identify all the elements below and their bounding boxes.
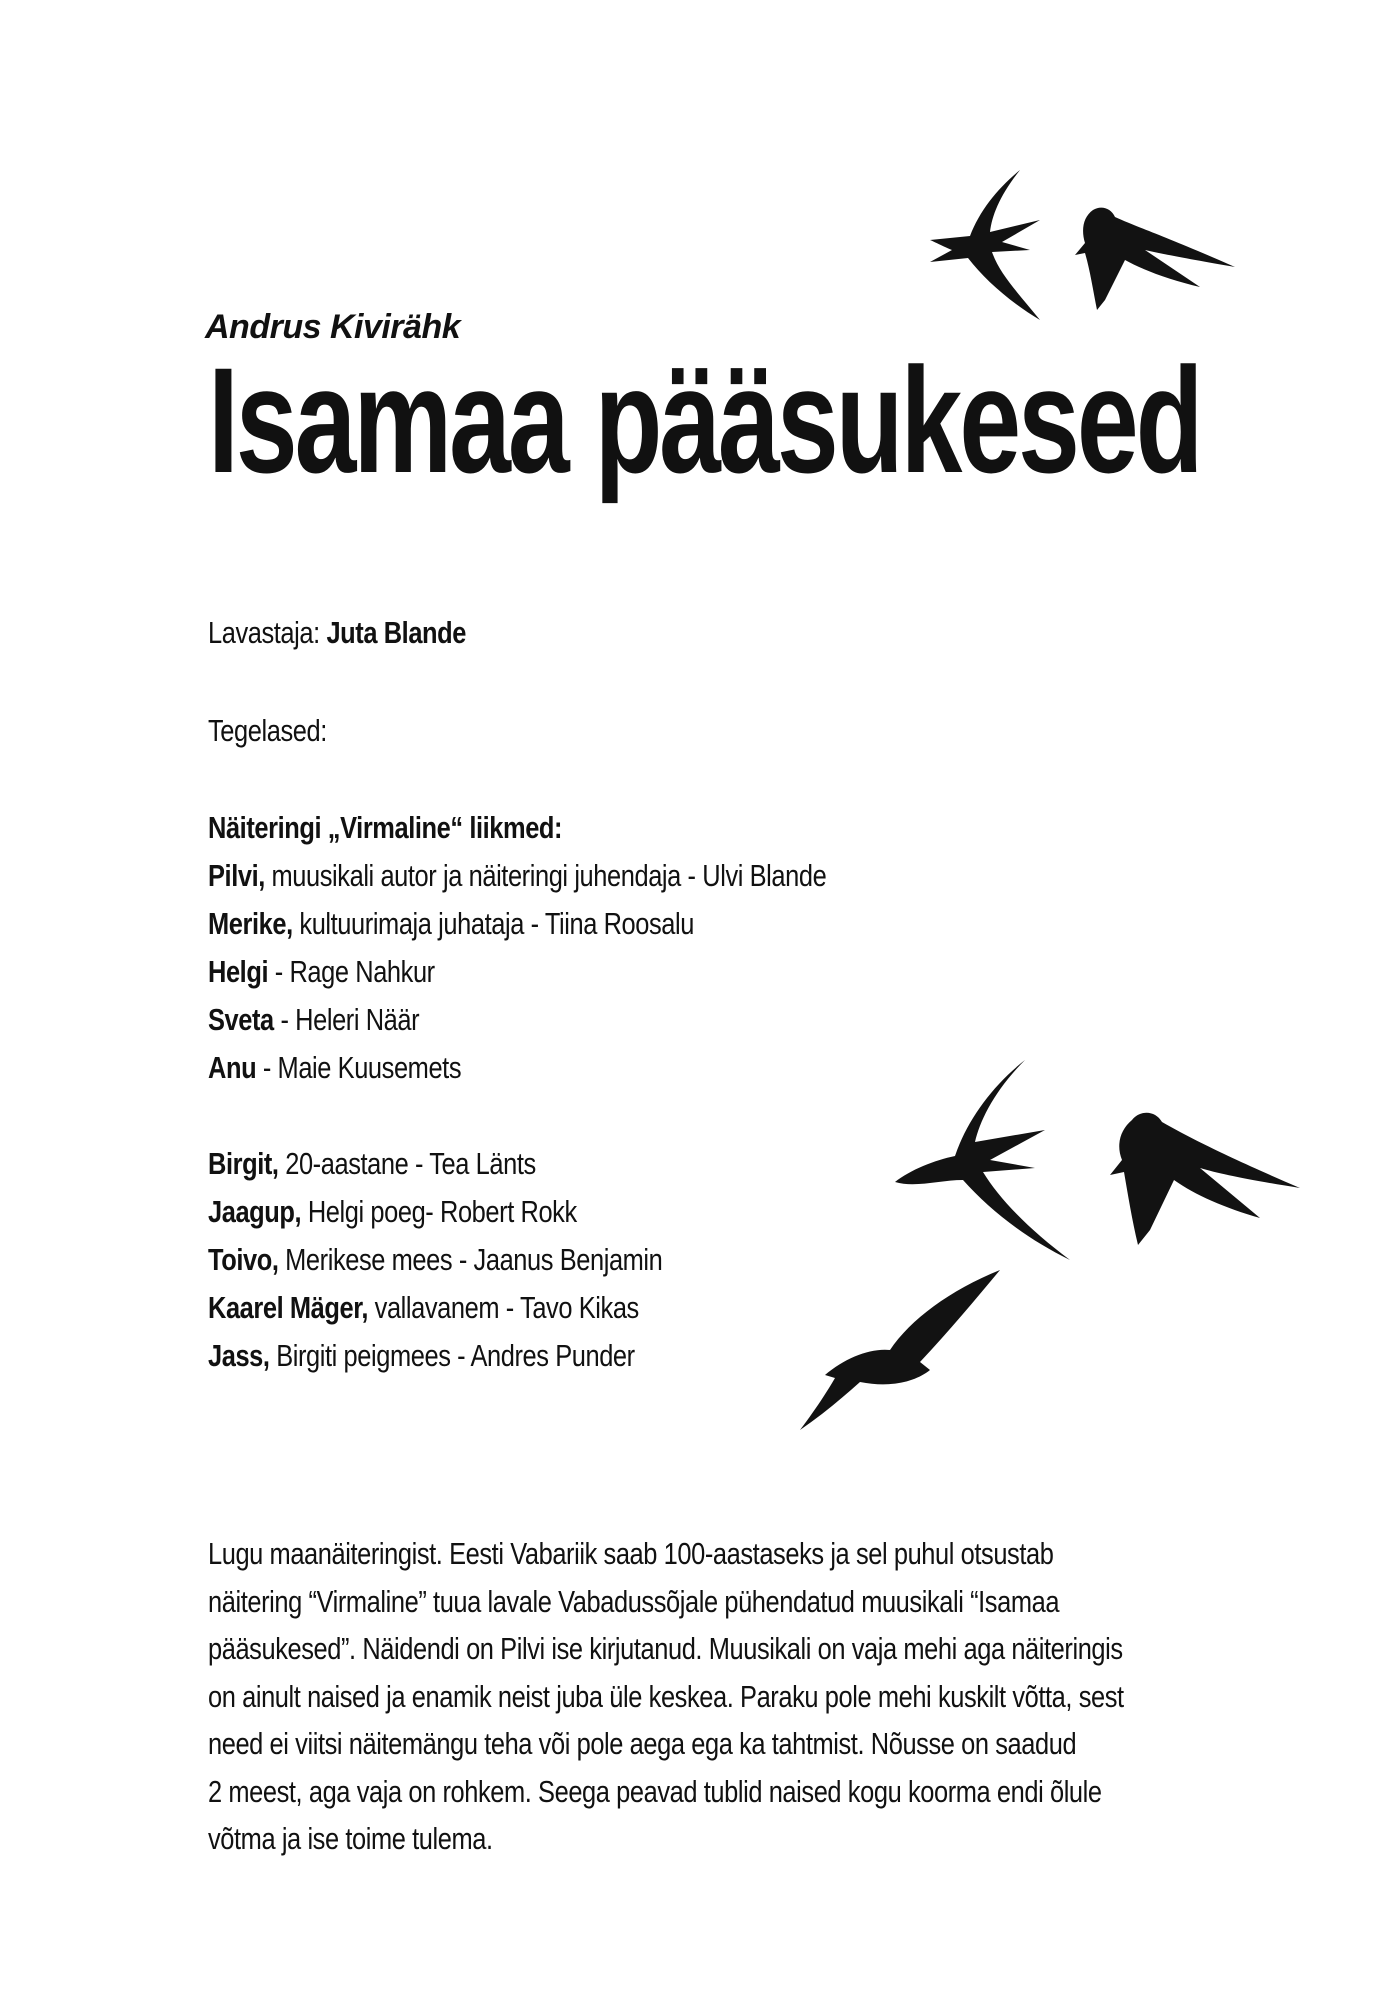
director-name: Juta Blande [326,615,467,650]
actor-name: - Andres Punder [450,1338,635,1373]
actor-name: - Tiina Roosalu [523,906,695,941]
actor-name: - Rage Nahkur [268,954,435,989]
swallow-icon [930,170,1050,320]
actor-name: - Robert Rokk [425,1194,577,1229]
character-name: Jass, [208,1338,270,1373]
synopsis-line: võtma ja ise toime tulema. [208,1821,493,1856]
character-name: Sveta [208,1002,274,1037]
synopsis-line: pääsukesed”. Näidendi on Pilvi ise kirjutanud. Muusikali on vaja mehi aga näiteringis [208,1631,1123,1666]
cast-row [208,954,435,990]
actor-name: - Ulvi Blande [680,858,827,893]
actor-name: - Tea Länts [408,1146,536,1181]
synopsis-paragraph [208,1530,1124,1863]
character-name: Birgit, [208,1146,279,1181]
cast-row [208,1146,536,1182]
cast-row [208,1050,461,1086]
swallow-icon [800,1270,1000,1430]
cast-row [208,1338,635,1374]
character-role: Merikese mees [278,1242,453,1277]
character-name: Merike, [208,906,293,941]
character-role: muusikali autor ja näiteringi juhendaja [264,858,681,893]
director-label: Lavastaja: [208,615,320,650]
cast-row [208,1290,639,1326]
synopsis-line: 2 meest, aga vaja on rohkem. Seega peavad tublid naised kogu koorma endi õlule [208,1773,1102,1809]
actor-name: - Heleri Näär [273,1002,420,1037]
swallow-icon [895,1060,1070,1260]
character-name: Jaagup, [208,1194,302,1229]
swallow-icon [1075,205,1235,310]
synopsis-line: Lugu maanäiteringist. Eesti Vabariik saab 100-aastaseks ja sel puhul otsustab [208,1536,1054,1571]
character-role: Birgiti peigmees [269,1338,451,1373]
character-role: vallavanem [367,1290,500,1325]
actor-name: - Tavo Kikas [499,1290,639,1325]
cast-row [208,1002,419,1038]
character-name: Toivo, [208,1242,279,1277]
character-role: Helgi poeg [301,1194,426,1229]
cast-row [208,1194,577,1230]
actor-name: - Maie Kuusemets [256,1050,462,1085]
group-heading: Näiteringi „Virmaline“ liikmed: [208,810,563,845]
author-name: Andrus Kivirähk [205,308,461,346]
swallow-icon [1110,1110,1300,1245]
character-name: Helgi [208,954,269,989]
synopsis-line: on ainult naised ja enamik neist juba üle keskea. Paraku pole mehi kuskilt võtta, sest [208,1678,1124,1714]
play-title: Isamaa pääsukesed [208,336,1201,504]
cast-row [208,906,694,942]
character-name: Pilvi, [208,858,265,893]
actor-name: - Jaanus Benjamin [452,1242,663,1277]
director-line [208,615,466,651]
cast-row [208,1242,662,1278]
synopsis-line: näitering “Virmaline” tuua lavale Vabadussõjale pühendatud muusikali “Isamaa [208,1583,1060,1619]
character-role: 20-aastane [278,1146,409,1181]
character-name: Kaarel Mäger, [208,1290,368,1325]
cast-row [208,858,826,894]
characters-label: Tegelased: [208,713,327,748]
synopsis-line: need ei viitsi näitemängu teha või pole aega ega ka tahtmist. Nõusse on saadud [208,1726,1077,1761]
character-name: Anu [208,1050,257,1085]
character-role: kultuurimaja juhataja [292,906,524,941]
